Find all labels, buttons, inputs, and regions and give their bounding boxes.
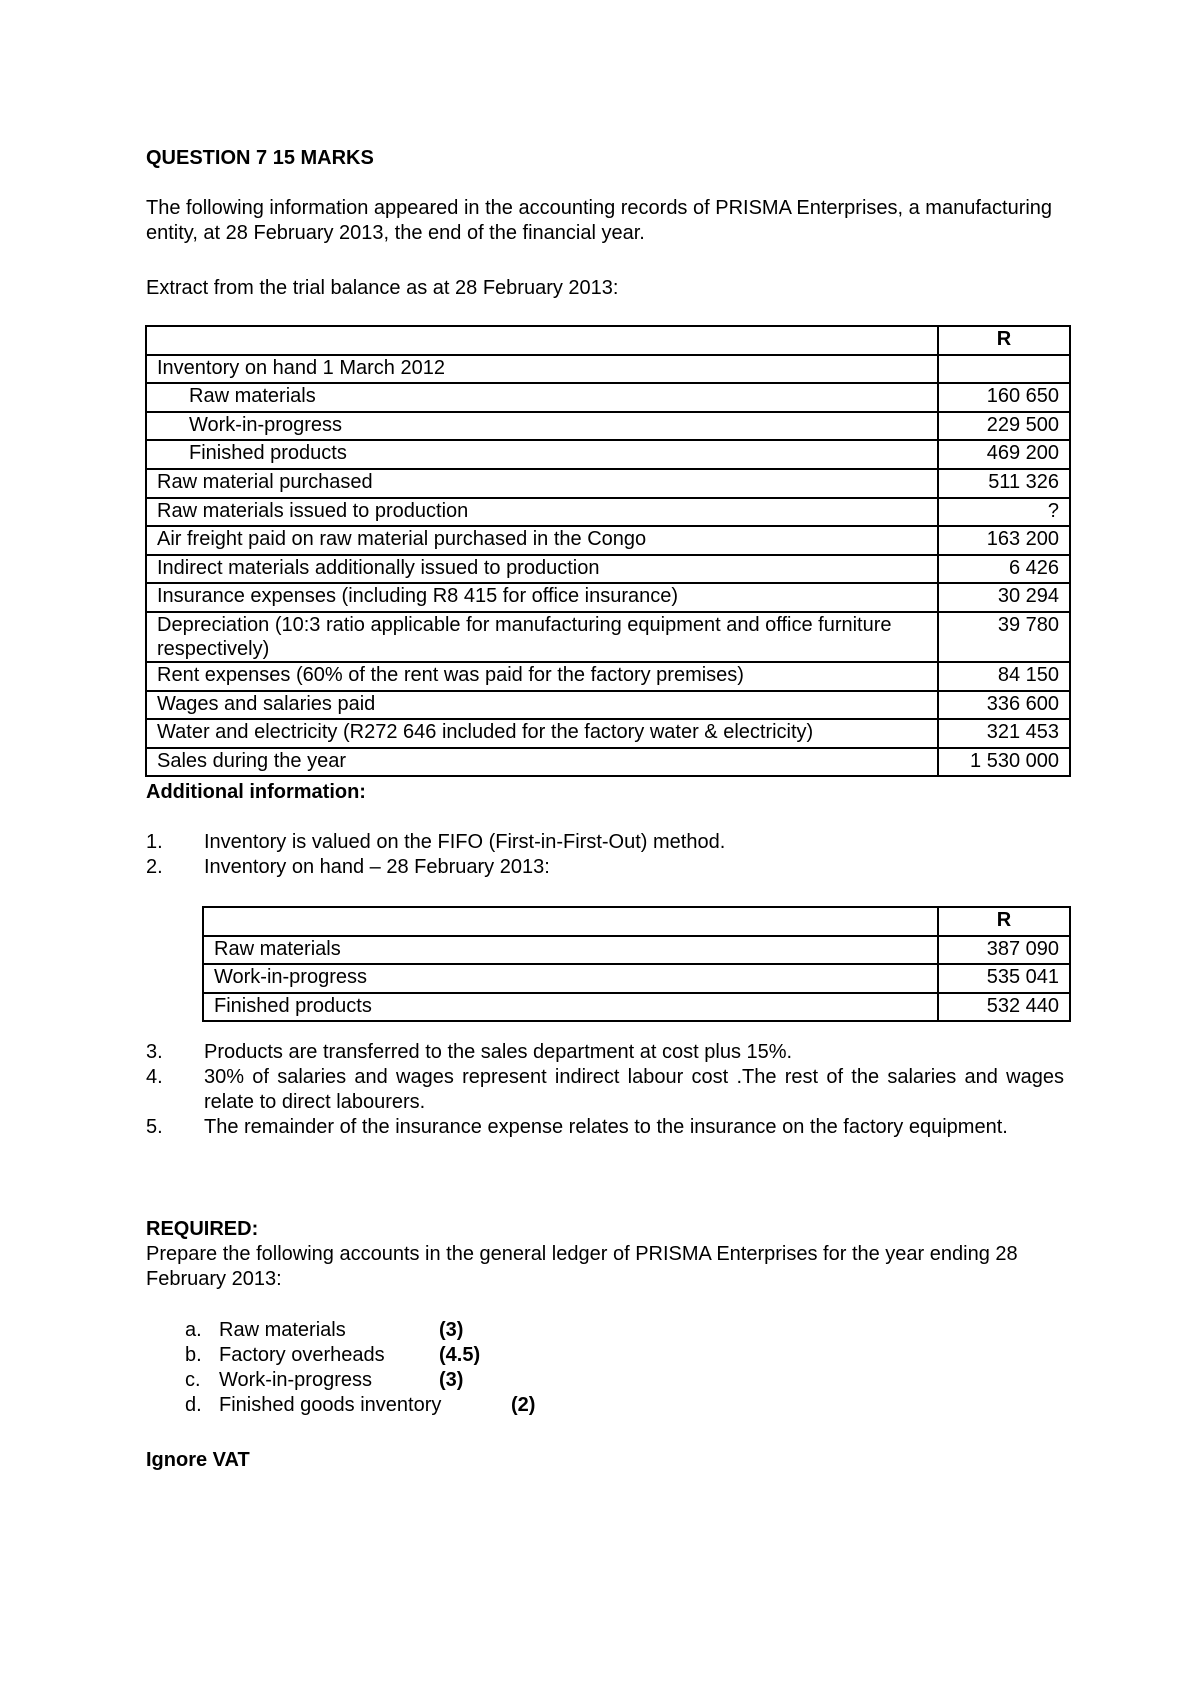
table-row: Work-in-progress 229 500 (146, 412, 1070, 441)
table-row: Raw materials 387 090 (203, 936, 1070, 965)
closing-inventory-table (202, 906, 1071, 1022)
list-item: 2. Inventory on hand – 28 February 2013: (146, 856, 550, 878)
table-row: Indirect materials additionally issued to production 6 426 (146, 555, 1070, 584)
table-row: Raw materials issued to production ? (146, 498, 1070, 527)
list-item: d. Finished goods inventory (2) (185, 1394, 536, 1416)
extract-label: Extract from the trial balance as at 28 February 2013: (146, 277, 619, 299)
currency-header: R (938, 907, 1070, 936)
list-item: c. Work-in-progress (3) (185, 1369, 464, 1391)
table-row: Raw material purchased 511 326 (146, 469, 1070, 498)
additional-info-list-top (146, 830, 1064, 880)
table-row: Wages and salaries paid 336 600 (146, 691, 1070, 720)
trial-balance-table (145, 325, 1071, 777)
ignore-vat-note: Ignore VAT (146, 1449, 250, 1471)
list-item: 4. 30% of salaries and wages represent indirect labour cost .The rest of the salaries and wages relate to direct labourers. (146, 1066, 1064, 1113)
table-row: Insurance expenses (including R8 415 for office insurance) 30 294 (146, 583, 1070, 612)
additional-info-heading: Additional information: (146, 781, 366, 803)
table-row: Depreciation (10:3 ratio applicable for manufacturing equipment and office furniture respectively) 39 780 (146, 612, 1070, 662)
required-heading: REQUIRED: (146, 1218, 259, 1240)
table-row: Rent expenses (60% of the rent was paid for the factory premises) 84 150 (146, 662, 1070, 691)
table-row: Finished products 469 200 (146, 440, 1070, 469)
table-row: Inventory on hand 1 March 2012 (146, 355, 1070, 384)
question-heading: QUESTION 7 15 MARKS (146, 147, 374, 169)
required-text: Prepare the following accounts in the general ledger of PRISMA Enterprises for the year ending 28 February 2013: (146, 1243, 1018, 1290)
table-row: Work-in-progress 535 041 (203, 964, 1070, 993)
table-header-row (203, 907, 1070, 936)
intro-paragraph: The following information appeared in the accounting records of PRISMA Enterprises, a manufacturing entity, at 28 February 2013, the end of the financial year. (146, 197, 1053, 244)
table-row: Water and electricity (R272 646 included for the factory water & electricity) 321 453 (146, 719, 1070, 748)
table-row: Sales during the year 1 530 000 (146, 748, 1070, 777)
additional-info-list-bottom (146, 1040, 1064, 1140)
list-item: 5. The remainder of the insurance expense relates to the insurance on the factory equipment. (146, 1116, 1008, 1138)
list-item: a. Raw materials (3) (185, 1319, 464, 1341)
required-list (185, 1318, 585, 1418)
list-item: 1. Inventory is valued on the FIFO (First-in-First-Out) method. (146, 831, 726, 853)
table-row: Air freight paid on raw material purchased in the Congo 163 200 (146, 526, 1070, 555)
currency-header: R (938, 326, 1070, 355)
list-item: b. Factory overheads (4.5) (185, 1344, 481, 1366)
table-row: Finished products 532 440 (203, 993, 1070, 1022)
table-row: Raw materials 160 650 (146, 383, 1070, 412)
list-item: 3. Products are transferred to the sales department at cost plus 15%. (146, 1041, 793, 1063)
table-header-row (146, 326, 1070, 355)
